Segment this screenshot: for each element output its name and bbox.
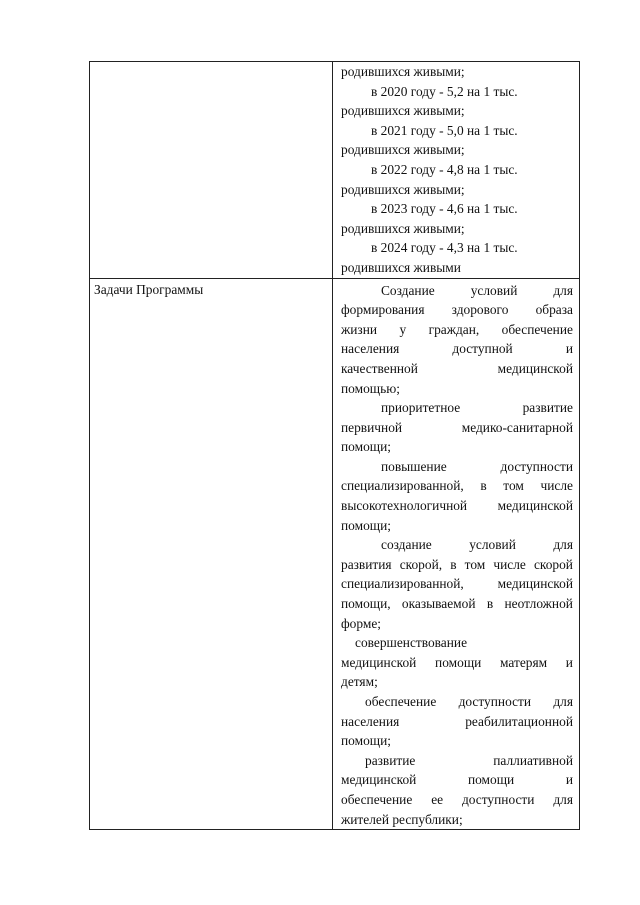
text-line: помощи; (341, 517, 391, 533)
text-line: формирования здорового образа (341, 302, 573, 318)
text-line: в 2023 году - 4,6 на 1 тыс. (371, 201, 518, 217)
text-line: родившихся живыми; (341, 220, 465, 236)
text-line: обеспечение ее доступности для (341, 791, 573, 807)
text-line: высокотехнологичной медицинской (341, 498, 573, 514)
text-line: первичной медико-санитарной (341, 419, 573, 435)
text-line: медицинской помощи и (341, 772, 573, 788)
text-line: специализированной, в том числе (341, 478, 573, 494)
text-line: жизни у граждан, обеспечение (341, 321, 573, 337)
text-line: в 2022 году - 4,8 на 1 тыс. (371, 161, 518, 177)
text-line: населения реабилитационной (341, 713, 573, 729)
text-line: приоритетное развитие (381, 400, 573, 416)
text-line: совершенствование (355, 635, 468, 651)
text-line: родившихся живыми; (341, 181, 465, 197)
text-line: жителей республики; (341, 811, 463, 827)
text-line: родившихся живыми; (341, 103, 465, 119)
row-label (90, 62, 332, 63)
row-label: Задачи Программы (94, 281, 204, 297)
row-label-cell (90, 62, 333, 279)
text-line: Создание условий для (381, 282, 573, 298)
row-value-cell (333, 62, 580, 279)
text-line: развития скорой, в том числе скорой (341, 556, 573, 572)
text-line: создание условий для (381, 537, 573, 553)
row-label-cell (90, 278, 333, 830)
text-line: обеспечение доступности для (365, 694, 573, 709)
text-line: медицинской помощи матерям и (341, 654, 573, 670)
text-line: помощи, оказываемой в неотложной (341, 596, 573, 612)
indicator-values (333, 62, 579, 278)
text-line: родившихся живыми (341, 259, 461, 275)
row-value-cell (333, 278, 580, 830)
text-line: помощью; (341, 380, 400, 396)
text-line: помощи; (341, 439, 391, 455)
table-row (90, 62, 580, 279)
text-line: развитие паллиативной (365, 752, 573, 768)
table-row (90, 278, 580, 830)
text-line: населения доступной и (341, 341, 573, 357)
text-line: специализированной, медицинской (341, 576, 573, 592)
text-line: в 2024 году - 4,3 на 1 тыс. (371, 240, 518, 256)
text-line: повышение доступности (381, 458, 573, 474)
text-line: в 2021 году - 5,0 на 1 тыс. (371, 122, 518, 138)
text-line: форме; (341, 615, 382, 631)
text-line: помощи; (341, 733, 391, 749)
program-passport-table (89, 61, 580, 830)
text-line: родившихся живыми; (341, 142, 465, 158)
text-line: в 2020 году - 5,2 на 1 тыс. (371, 83, 518, 99)
program-tasks (333, 279, 579, 830)
text-line: детям; (341, 674, 378, 690)
text-line: качественной медицинской (341, 360, 573, 376)
text-line: родившихся живыми; (341, 64, 465, 79)
